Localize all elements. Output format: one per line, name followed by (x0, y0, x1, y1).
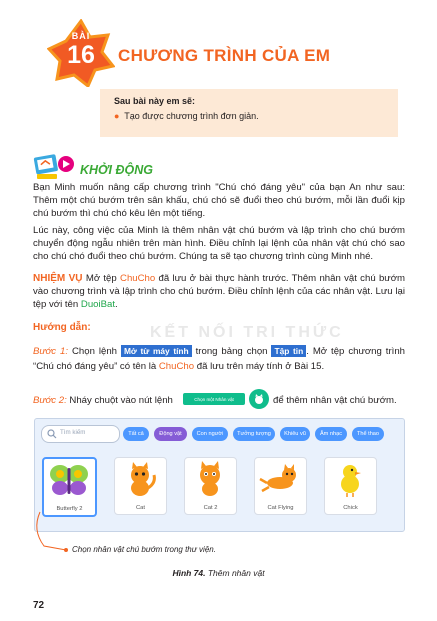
bullet-icon: ● (114, 111, 120, 121)
lesson-badge-word: BÀI (71, 31, 91, 41)
task-paragraph (33, 272, 405, 312)
callout-arrow-icon (30, 510, 70, 554)
task-context-paragraph: Lúc này, công việc của Minh là thêm nhân vật chú bướm và lập trình cho chú bướm chuyển động ngẫu nhiên trên màn hình. Điều chỉnh lại lệnh của nhân vật chú chó sao cho chú chó đuổi theo chú bướm. Chúng ta sẽ tạo chương trình cùng Minh nhé. (33, 225, 405, 263)
sprite-name: Chick (343, 505, 358, 511)
open-from-computer-command: Mở từ máy tính (121, 345, 192, 357)
step2-text-b: để thêm nhân vật chú bướm. (273, 395, 397, 406)
task-text-3: . (115, 299, 118, 311)
chick-icon (335, 462, 365, 498)
objective-item (114, 111, 259, 121)
figure-number: Hình 74. (172, 568, 206, 578)
sprite-cat[interactable] (114, 457, 167, 515)
sprite-name: Cat 2 (203, 505, 218, 511)
category-people[interactable]: Con người (192, 427, 228, 441)
figure-caption (0, 568, 437, 578)
step2-label: Bước 2: (33, 395, 67, 406)
sprite-cat-2[interactable] (184, 457, 237, 515)
step2-text-a: Nháy chuột vào nút lệnh (66, 395, 173, 406)
category-fantasy[interactable]: Tưởng tượng (233, 427, 275, 441)
butterfly-icon (48, 462, 92, 500)
step1-text-a: Chọn lệnh (68, 346, 121, 357)
task-text-2: đã lưu ở bài thực hành trước. Thêm nhân vật chú bướm vào chương trình và lập trình cho chú bướm. Điều chỉnh lệnh của các nhân vật. Lưu lại tệp với tên (33, 273, 405, 311)
step1-text-d: đã lưu trên máy tính ở Bài 15. (194, 360, 325, 372)
khoi-dong-heading: KHỞI ĐỘNG (80, 163, 153, 177)
task-file-1: ChuCho (120, 273, 156, 284)
task-text-1: Mở tệp (82, 273, 121, 284)
category-all[interactable]: Tất cả (123, 427, 149, 441)
intro-paragraph: Bạn Minh muốn nâng cấp chương trình "Chú chó đáng yêu" của bạn An như sau: Thêm một chú bướm trên sân khấu, chú chó sẽ đuổi theo chú bướm, mỗi lần đuổi kịp chú bướm thì chú chó kêu lên một tiếng. (33, 182, 405, 220)
watermark: KẾT NỐI TRI THỨC (150, 324, 344, 341)
category-sports[interactable]: Thể thao (352, 427, 384, 441)
sprite-cat-flying[interactable] (254, 457, 307, 515)
choose-sprite-tooltip (183, 393, 245, 405)
lesson-number: 16 (67, 41, 95, 69)
sprite-butterfly-2[interactable] (42, 457, 97, 517)
search-box[interactable] (41, 425, 120, 443)
flying-cat-icon (259, 463, 301, 497)
step1-file: ChuCho (158, 360, 195, 372)
sprite-name: Cat Flying (267, 505, 294, 511)
sprite-library-panel (34, 418, 405, 532)
task-file-2: DuoiBat (80, 299, 116, 311)
step1-text-c: . Mở tệp chương trình “Chú chó đáng yêu” có tên là (33, 346, 405, 372)
search-icon (47, 429, 57, 439)
step2-line (33, 392, 413, 414)
sprite-chick[interactable] (324, 457, 377, 515)
category-animals[interactable]: Động vật (154, 427, 187, 441)
lesson-title: CHƯƠNG TRÌNH CỦA EM (118, 46, 331, 65)
step1-label: Bước 1: (33, 346, 69, 357)
category-dance[interactable]: Khiêu vũ (280, 427, 310, 441)
cat-face-icon (253, 393, 265, 405)
task-label: NHIỆM VỤ (33, 273, 83, 284)
guide-heading: Hướng dẫn: (33, 322, 91, 333)
cat-icon (121, 461, 159, 499)
file-menu-label: Tập tin (271, 345, 306, 357)
page-number: 72 (33, 600, 45, 611)
cat-icon (191, 461, 229, 499)
step1-paragraph (33, 344, 405, 374)
choose-sprite-button (249, 389, 269, 409)
khoi-dong-icon (33, 153, 75, 183)
step1-text-b: trong bảng chọn (191, 346, 272, 357)
objectives-box (100, 89, 398, 137)
callout-text: Chọn nhân vật chú bướm trong thư viện. (72, 545, 216, 554)
objective-text: Tạo được chương trình đơn giản. (124, 111, 259, 121)
sprite-name: Cat (135, 505, 146, 511)
sprite-name: Butterfly 2 (56, 506, 83, 512)
category-music[interactable]: Âm nhạc (315, 427, 347, 441)
lesson-badge (47, 19, 115, 87)
choose-sprite-tooltip-text: Chọn một Nhân vật (194, 396, 234, 402)
figure-text: Thêm nhân vật (205, 568, 265, 578)
search-input: Tìm kiếm (60, 429, 86, 436)
objectives-heading: Sau bài này em sẽ: (114, 96, 196, 106)
